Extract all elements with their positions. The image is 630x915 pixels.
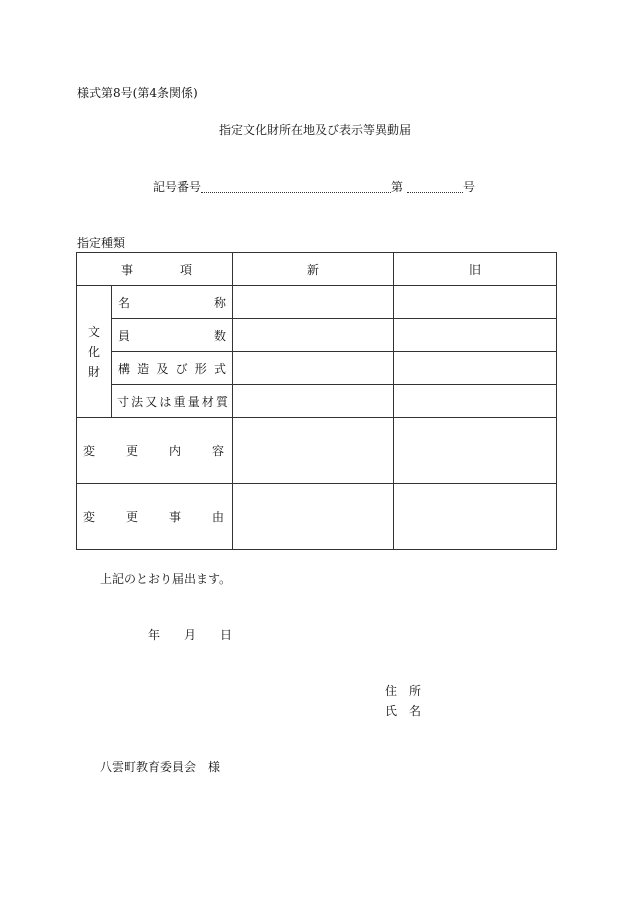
row-label-char: 変 [83, 510, 96, 524]
table-row [77, 286, 557, 319]
row-label-char: 式 [213, 361, 226, 376]
name-label-char: 氏 [385, 704, 398, 718]
row-label-char: 数 [213, 328, 226, 343]
row-label-char: 称 [213, 295, 226, 310]
row-label-char: 法 [131, 394, 144, 409]
row-label-char: 由 [211, 510, 224, 524]
change-form-table [76, 252, 557, 550]
date-line [148, 628, 238, 642]
row-label-char: は [159, 394, 172, 409]
new-change-reason-cell[interactable] [233, 484, 394, 550]
row-label-char: 更 [125, 510, 138, 524]
address-label-char: 住 [385, 684, 398, 698]
document-title: 指定文化財所在地及び表示等異動届 [218, 123, 411, 137]
row-label-char: び [175, 361, 188, 376]
form-number-label: 様式第8号(第4条関係) [77, 86, 198, 100]
row-label-structure [112, 352, 233, 385]
header-item-char: 事 [121, 262, 134, 277]
row-label-char: 造 [137, 361, 150, 376]
row-label-char: 構 [118, 361, 131, 376]
date-year-label: 年 [148, 628, 161, 642]
record-number-go: 号 [463, 180, 476, 194]
row-label-name [112, 286, 233, 319]
row-label-char: 及 [156, 361, 169, 376]
new-count-cell[interactable] [233, 319, 394, 352]
designation-type-label: 指定種類 [77, 236, 126, 250]
row-label-char: 事 [168, 510, 181, 524]
old-structure-cell[interactable] [394, 352, 557, 385]
group-label-char: 文 [87, 324, 100, 339]
record-number-row [153, 180, 475, 196]
row-label-char: 形 [194, 361, 207, 376]
date-month-label: 月 [184, 628, 197, 642]
record-number-field[interactable] [201, 192, 391, 193]
record-number-label: 記号番号 [153, 180, 202, 194]
header-old-cell: 旧 [394, 253, 557, 286]
table-row [77, 418, 557, 484]
old-count-cell[interactable] [394, 319, 557, 352]
row-label-char: 質 [215, 394, 228, 409]
row-label-char: 又 [145, 394, 158, 409]
change-content-label [77, 418, 233, 484]
row-label-char: 名 [118, 295, 131, 310]
new-name-cell[interactable] [233, 286, 394, 319]
header-item-cell [77, 253, 233, 286]
row-label-char: 員 [118, 328, 131, 343]
row-label-char: 内 [168, 444, 181, 458]
address-label-char: 所 [409, 684, 422, 698]
row-label-char: 量 [187, 394, 200, 409]
row-label-char: 更 [125, 444, 138, 458]
table-row [77, 484, 557, 550]
name-label-char: 名 [409, 704, 422, 718]
row-label-count [112, 319, 233, 352]
row-label-char: 材 [201, 394, 214, 409]
row-label-char: 変 [83, 444, 96, 458]
table-row [77, 319, 557, 352]
row-label-dimensions [112, 385, 233, 418]
group-label-char: 財 [87, 364, 100, 379]
old-change-content-cell[interactable] [394, 418, 557, 484]
header-item-char: 項 [179, 262, 192, 277]
header-new-cell: 新 [233, 253, 394, 286]
change-reason-label [77, 484, 233, 550]
old-dimensions-cell[interactable] [394, 385, 557, 418]
date-day-label: 日 [220, 628, 233, 642]
record-number-dai: 第 [391, 180, 404, 194]
cultural-property-group-cell [77, 286, 112, 418]
table-header-row [77, 253, 557, 286]
group-label-char: 化 [87, 344, 100, 359]
table-row [77, 385, 557, 418]
old-name-cell[interactable] [394, 286, 557, 319]
row-label-char: 重 [173, 394, 186, 409]
old-change-reason-cell[interactable] [394, 484, 557, 550]
closing-statement: 上記のとおり届出ます。 [100, 572, 232, 586]
addressee: 八雲町教育委員会 様 [100, 760, 221, 774]
record-number-value-field[interactable] [407, 192, 463, 193]
table-row [77, 352, 557, 385]
new-change-content-cell[interactable] [233, 418, 394, 484]
new-dimensions-cell[interactable] [233, 385, 394, 418]
row-label-char: 容 [211, 444, 224, 458]
row-label-char: 寸 [117, 394, 130, 409]
new-structure-cell[interactable] [233, 352, 394, 385]
